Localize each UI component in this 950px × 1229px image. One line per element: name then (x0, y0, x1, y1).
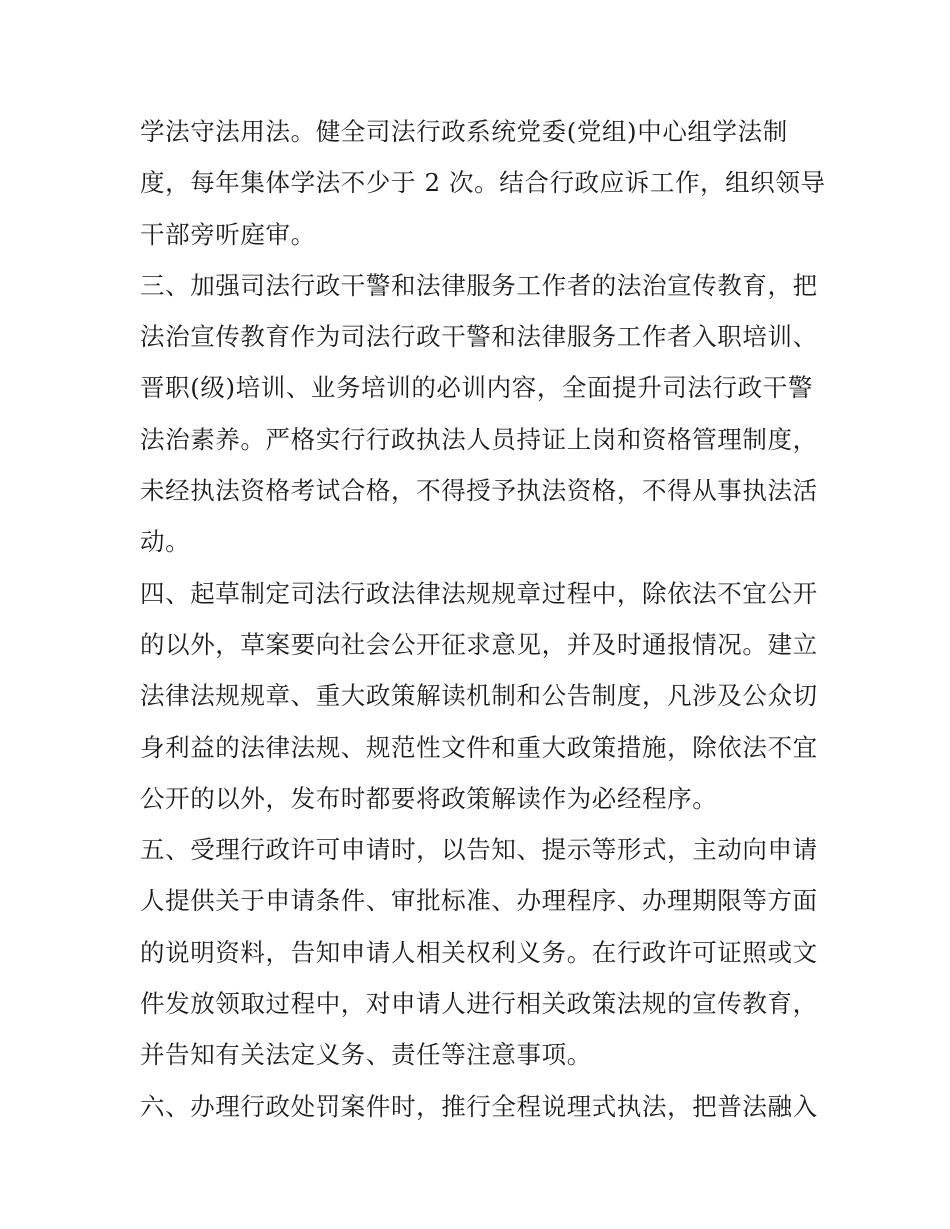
text-line: 公开的以外，发布时都要将政策解读作为必经程序。 (140, 783, 718, 813)
text-line: 六、办理行政处罚案件时，推行全程说理式执法，把普法融入 (140, 1091, 818, 1121)
text-line: 晋职(级)培训、业务培训的必训内容，全面提升司法行政干警 (140, 373, 813, 403)
text-line: 未经执法资格考试合格，不得授予执法资格，不得从事执法活 (140, 476, 818, 506)
text-line: 法治宣传教育作为司法行政干警和法律服务工作者入职培训、 (140, 322, 818, 352)
text-line: 度，每年集体学法不少于 2 次。结合行政应诉工作，组织领导 (140, 168, 826, 198)
document-body (140, 106, 826, 1132)
text-line: 学法守法用法。健全司法行政系统党委(党组)中心组学法制 (140, 117, 788, 146)
text-line: 干部旁听庭审。 (140, 219, 316, 249)
text-line: 三、加强司法行政干警和法律服务工作者的法治宣传教育，把 (140, 270, 818, 300)
text-line: 身利益的法律法规、规范性文件和重大政策措施，除依法不宜 (140, 732, 818, 762)
text-line: 的以外，草案要向社会公开征求意见，并及时通报情况。建立 (140, 629, 818, 659)
text-line: 动。 (140, 527, 191, 557)
text-line: 人提供关于申请条件、审批标准、办理程序、办理期限等方面 (140, 886, 818, 916)
text-line: 件发放领取过程中，对申请人进行相关政策法规的宣传教育， (140, 989, 818, 1019)
text-line: 法律法规规章、重大政策解读机制和公告制度，凡涉及公众切 (140, 681, 818, 711)
text-line: 五、受理行政许可申请时，以告知、提示等形式，主动向申请 (140, 835, 818, 865)
text-line: 四、起草制定司法行政法律法规规章过程中，除依法不宜公开 (140, 578, 818, 608)
text-line: 并告知有关法定义务、责任等注意事项。 (140, 1040, 592, 1070)
text-line: 的说明资料，告知申请人相关权利义务。在行政许可证照或文 (140, 937, 818, 967)
text-line: 法治素养。严格实行行政执法人员持证上岗和资格管理制度， (140, 424, 818, 454)
